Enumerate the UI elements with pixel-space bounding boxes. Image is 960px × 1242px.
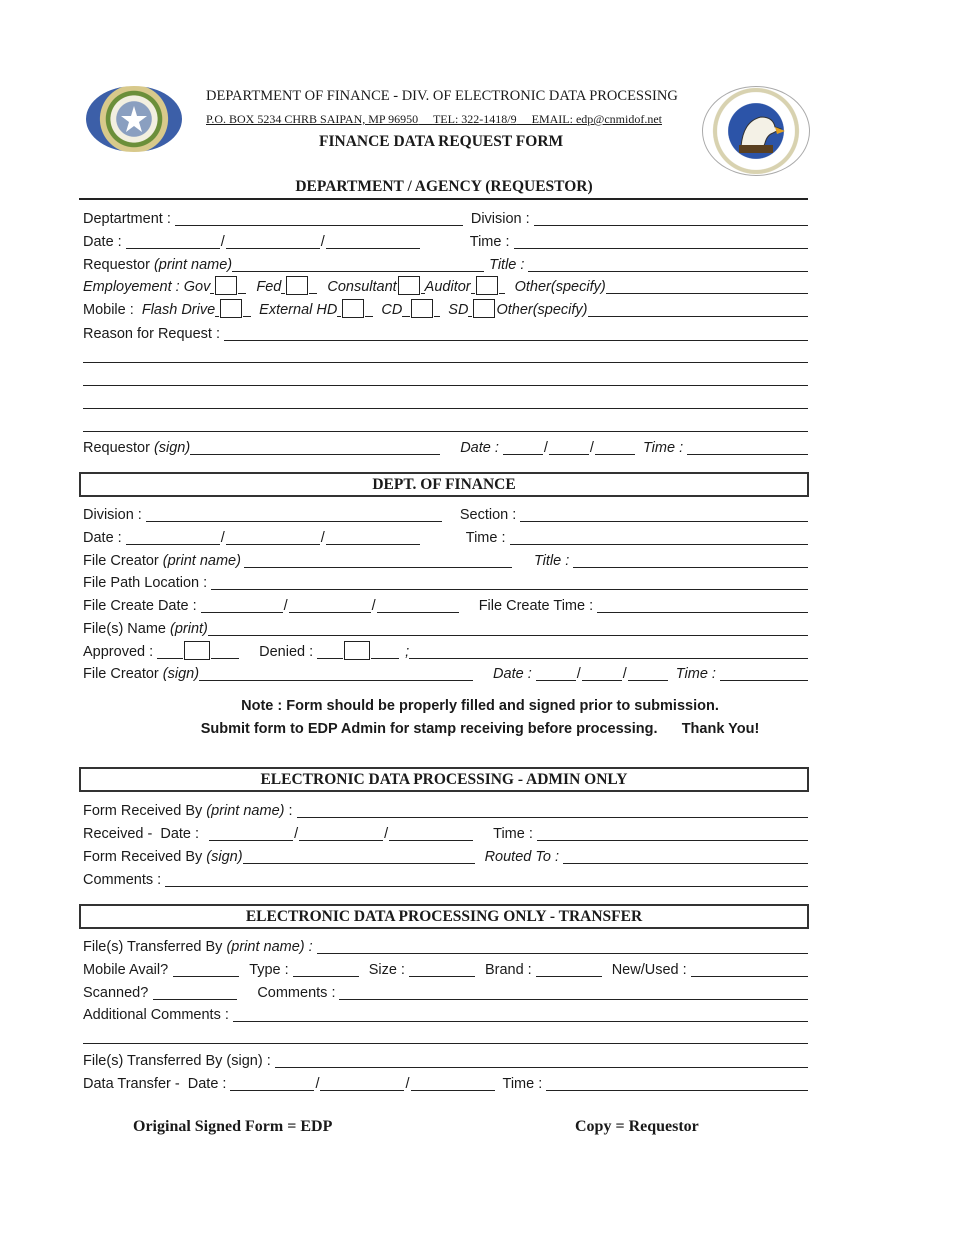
finance-date-label: Date : <box>83 530 122 546</box>
file-creator-sign-date-day-field[interactable] <box>582 666 622 681</box>
finance-heading: DEPT. OF FINANCE <box>79 472 809 497</box>
type-field[interactable] <box>293 962 359 977</box>
mobile-option-flash-drive-label: Flash Drive <box>141 302 216 318</box>
file-names-hint: (print) <box>170 621 208 637</box>
file-create-date-day-field[interactable] <box>289 598 371 613</box>
file-create-date-year-field[interactable] <box>377 598 459 613</box>
transfer-sign-label: File(s) Transferred By (sign) : <box>83 1053 271 1069</box>
received-sign-row <box>83 846 808 866</box>
reason-row <box>83 323 808 343</box>
admin-comments-field[interactable] <box>165 872 808 887</box>
new-used-label: New/Used : <box>611 962 687 978</box>
file-creator-sign-date-year-field[interactable] <box>628 666 668 681</box>
file-creator-signature-field[interactable] <box>199 666 473 681</box>
received-sign-hint: (sign) <box>206 849 243 865</box>
approved-label: Approved : <box>83 644 154 660</box>
date-day-field[interactable] <box>226 234 320 249</box>
type-label: Type : <box>249 962 289 978</box>
approval-notes-field[interactable] <box>409 644 808 659</box>
employment-consultant-checkbox[interactable] <box>398 276 420 295</box>
request-date-row: Date : / / Time : <box>83 231 808 251</box>
sign-date-day-field[interactable] <box>549 440 589 455</box>
approval-separator: ; <box>405 644 410 660</box>
employment-row <box>83 276 808 296</box>
transfer-heading: ELECTRONIC DATA PROCESSING ONLY - TRANSFER <box>79 904 809 929</box>
file-path-field[interactable] <box>211 575 808 590</box>
received-date-row: Received - Date : / / Time : <box>83 823 808 843</box>
note-line-1: Note : Form should be properly filled and signed prior to submission. <box>241 698 719 714</box>
denied-checkbox[interactable] <box>344 641 370 660</box>
size-label: Size : <box>368 962 405 978</box>
date-label: Date : <box>83 234 122 250</box>
finance-time-field[interactable] <box>510 530 809 545</box>
scanned-field[interactable] <box>153 985 237 1000</box>
file-creator-sign-date-month-field[interactable] <box>536 666 576 681</box>
file-create-date-row: File Create Date : / / File Create Time : <box>83 595 808 615</box>
employment-other-label: Other(specify) <box>514 279 606 295</box>
file-create-time-field[interactable] <box>597 598 808 613</box>
mobile-details-row <box>83 959 808 979</box>
received-time-label: Time : <box>493 826 533 842</box>
requestor-name-field[interactable] <box>232 257 484 272</box>
employment-option-auditor-label: Auditor <box>424 279 471 295</box>
additional-comments-line-2[interactable] <box>83 1043 808 1044</box>
transfer-signature-field[interactable] <box>275 1053 808 1068</box>
sign-hint: (sign) <box>153 440 191 456</box>
requestor-name-row <box>83 254 808 274</box>
mobile-flash-drive-checkbox[interactable] <box>220 299 242 318</box>
telephone: TEL: 322-1418/9 <box>432 112 517 126</box>
file-names-label: File(s) Name <box>83 621 166 637</box>
sign-date-month-field[interactable] <box>503 440 543 455</box>
employment-gov-checkbox[interactable] <box>215 276 237 295</box>
finance-section-field[interactable] <box>520 507 808 522</box>
file-creator-sign-time-label: Time : <box>675 666 716 682</box>
employment-other-field[interactable] <box>606 279 808 294</box>
reason-label: Reason for Request : <box>83 326 221 342</box>
time-field[interactable] <box>514 234 809 249</box>
received-by-print-hint: (print name) <box>206 803 285 819</box>
received-by-label: Form Received By <box>83 803 203 819</box>
file-create-time-label: File Create Time : <box>478 598 594 614</box>
requestor-sign-label: Requestor <box>83 440 150 456</box>
finance-time-label: Time : <box>465 530 506 546</box>
brand-field[interactable] <box>536 962 602 977</box>
finance-section-label: Section : <box>459 507 517 523</box>
footer-original: Original Signed Form = EDP <box>133 1118 333 1135</box>
file-create-date-month-field[interactable] <box>201 598 283 613</box>
note-line-2: Submit form to EDP Admin for stamp receiving before processing. <box>200 721 658 737</box>
finance-division-row <box>83 504 808 524</box>
received-sign-label: Form Received By <box>83 849 203 865</box>
brand-label: Brand : <box>484 962 532 978</box>
sign-time-label: Time : <box>642 440 684 456</box>
file-creator-title-field[interactable] <box>573 553 808 568</box>
file-creator-print-hint: (print name) <box>162 553 241 569</box>
contact-line <box>206 112 662 127</box>
employment-option-fed-label: Fed <box>256 279 282 295</box>
note-thanks: Thank You! <box>681 721 760 737</box>
form-title: FINANCE DATA REQUEST FORM <box>319 133 564 150</box>
department-field[interactable] <box>175 211 463 226</box>
approval-row <box>83 641 808 661</box>
file-names-field[interactable] <box>208 621 808 636</box>
transfer-date-label: Data Transfer - Date : <box>83 1076 227 1092</box>
mobile-sd-checkbox[interactable] <box>473 299 495 318</box>
transfer-time-field[interactable] <box>546 1076 808 1091</box>
approved-checkbox[interactable] <box>184 641 210 660</box>
scanned-label: Scanned? <box>83 985 149 1001</box>
mobile-row <box>83 299 808 319</box>
department-of-finance-eagle-seal-icon <box>702 86 810 176</box>
title-label: Title : <box>489 257 525 273</box>
reason-field[interactable] <box>224 326 808 341</box>
file-creator-sign-row: File Creator (sign) Date : / / Time : <box>83 663 808 683</box>
size-field[interactable] <box>409 962 475 977</box>
email: EMAIL: edp@cnmidof.net <box>531 112 662 126</box>
mobile-label: Mobile : <box>83 302 134 318</box>
file-creator-sign-time-field[interactable] <box>720 666 808 681</box>
file-creator-title-label: Title : <box>533 553 570 569</box>
employment-fed-checkbox[interactable] <box>286 276 308 295</box>
sign-time-field[interactable] <box>687 440 808 455</box>
scanned-row <box>83 982 808 1002</box>
file-names-row <box>83 618 808 638</box>
transfer-date-year-field[interactable] <box>411 1076 495 1091</box>
received-date-label: Received - Date : <box>83 826 200 842</box>
division-field[interactable] <box>534 211 808 226</box>
org-line: DEPARTMENT OF FINANCE - DIV. OF ELECTRONIC DATA PROCESSING <box>206 88 678 104</box>
employment-auditor-checkbox[interactable] <box>476 276 498 295</box>
mobile-other-field[interactable] <box>588 302 808 317</box>
date-year-field[interactable] <box>326 234 420 249</box>
employment-label: Employement : <box>83 279 180 295</box>
note-line-2-wrapper <box>0 721 960 737</box>
print-name-hint: (print name) <box>153 257 233 273</box>
file-path-label: File Path Location : <box>83 575 208 591</box>
additional-comments-row <box>83 1004 808 1024</box>
mobile-avail-field[interactable] <box>173 962 239 977</box>
received-time-field[interactable] <box>537 826 808 841</box>
reason-line-3[interactable] <box>83 385 808 386</box>
department-row <box>83 208 808 228</box>
date-month-field[interactable] <box>126 234 220 249</box>
address: P.O. BOX 5234 CHRB SAIPAN, MP 96950 <box>206 112 419 126</box>
admin-heading: ELECTRONIC DATA PROCESSING - ADMIN ONLY <box>79 767 809 792</box>
employment-option-gov-label: Gov <box>183 279 211 295</box>
time-label: Time : <box>469 234 510 250</box>
routed-to-label: Routed To : <box>484 849 559 865</box>
additional-comments-field[interactable] <box>233 1007 808 1022</box>
received-by-name-field[interactable] <box>297 803 808 818</box>
transferred-by-label: File(s) Transferred By <box>83 939 223 955</box>
requestor-label: Requestor <box>83 257 150 273</box>
transfer-comments-label: Comments : <box>257 985 336 1001</box>
received-date-month-field[interactable] <box>209 826 293 841</box>
received-by-colon: : <box>288 803 293 819</box>
routed-to-field[interactable] <box>563 849 808 864</box>
file-creator-row <box>83 550 808 570</box>
mobile-option-sd-label: SD <box>448 302 469 318</box>
mobile-cd-checkbox[interactable] <box>411 299 433 318</box>
transferred-by-row <box>83 936 808 956</box>
file-creator-name-field[interactable] <box>244 553 512 568</box>
reason-line-2[interactable] <box>83 362 808 363</box>
denied-label: Denied : <box>259 644 314 660</box>
mobile-option-cd-label: CD <box>381 302 403 318</box>
received-date-year-field[interactable] <box>389 826 473 841</box>
new-used-field[interactable] <box>691 962 808 977</box>
requestor-title-field[interactable] <box>528 257 808 272</box>
requestor-heading: DEPARTMENT / AGENCY (REQUESTOR) <box>295 178 593 195</box>
finance-division-field[interactable] <box>146 507 442 522</box>
reason-line-5[interactable] <box>83 431 808 432</box>
requestor-heading-rule <box>79 198 808 200</box>
file-creator-label: File Creator <box>83 553 159 569</box>
additional-comments-label: Additional Comments : <box>83 1007 229 1023</box>
mobile-option-external-hd-label: External HD <box>259 302 338 318</box>
footer-copy: Copy = Requestor <box>575 1118 699 1135</box>
requestor-sign-row: Requestor (sign) Date : / / Time : <box>83 437 808 457</box>
received-signature-field[interactable] <box>243 849 475 864</box>
finance-date-year-field[interactable] <box>326 530 420 545</box>
transferred-by-print-hint: (print name) : <box>226 939 313 955</box>
transfer-date-day-field[interactable] <box>320 1076 404 1091</box>
file-create-date-label: File Create Date : <box>83 598 197 614</box>
mobile-external-hd-checkbox[interactable] <box>342 299 364 318</box>
transfer-comments-field[interactable] <box>339 985 808 1000</box>
file-creator-sign-label: File Creator <box>83 666 159 682</box>
transferred-by-name-field[interactable] <box>317 939 808 954</box>
transfer-sign-row <box>83 1050 808 1070</box>
file-path-row <box>83 572 808 592</box>
received-by-row <box>83 800 808 820</box>
finance-division-label: Division : <box>83 507 142 523</box>
admin-comments-label: Comments : <box>83 872 162 888</box>
finance-date-row: Date : / / Time : <box>83 527 808 547</box>
employment-option-consultant-label: Consultant <box>327 279 397 295</box>
file-creator-sign-date-label: Date : <box>493 666 532 682</box>
file-creator-sign-hint: (sign) <box>162 666 200 682</box>
reason-line-4[interactable] <box>83 408 808 409</box>
transfer-date-row: Data Transfer - Date : / / Time : <box>83 1073 808 1093</box>
sign-date-label: Date : <box>460 440 499 456</box>
division-label: Division : <box>470 211 530 227</box>
received-date-day-field[interactable] <box>299 826 383 841</box>
mobile-avail-label: Mobile Avail? <box>83 962 169 978</box>
finance-date-month-field[interactable] <box>126 530 220 545</box>
transfer-time-label: Time : <box>502 1076 543 1092</box>
transfer-date-month-field[interactable] <box>230 1076 314 1091</box>
finance-date-day-field[interactable] <box>226 530 320 545</box>
requestor-signature-field[interactable] <box>190 440 440 455</box>
admin-comments-row <box>83 869 808 889</box>
sign-date-year-field[interactable] <box>595 440 635 455</box>
mobile-other-label: Other(specify) <box>496 302 588 318</box>
cnmi-official-seal-icon <box>86 86 182 152</box>
department-label: Deptartment : <box>83 211 171 227</box>
